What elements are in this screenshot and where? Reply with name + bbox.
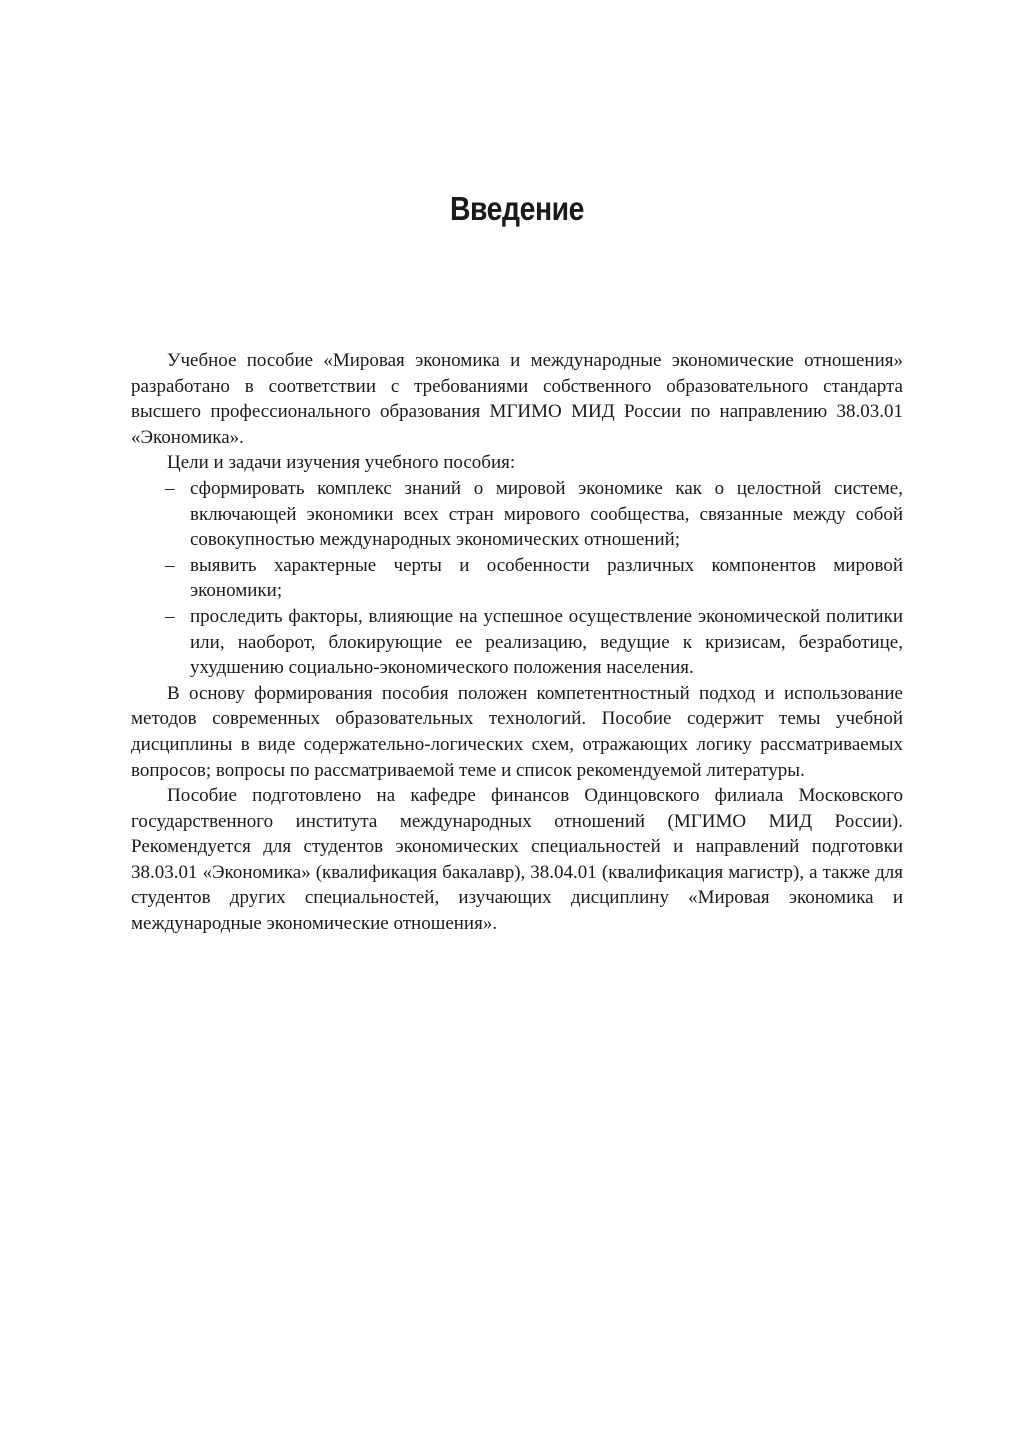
list-dash: – [165, 477, 175, 499]
paragraph-goals-intro: Цели и задачи изучения учебного пособия: [167, 452, 516, 474]
list-item-text: выявить характерные черты и особенности различных компонентов мировой экономики; [190, 554, 903, 602]
list-item-text: сформировать комплекс знаний о мировой экономике как о целостной системе, включающей экономики всех стран мирового сообщества, связанные между собой совокупностью международных экономических отношений; [190, 477, 903, 551]
list-item-text: проследить факторы, влияющие на успешное осуществление экономической политики или, наоборот, блокирующие ее реализацию, ведущие к кризисам, безработице, ухудшению социально-экономического положения населения. [190, 605, 903, 679]
list-item [165, 476, 903, 553]
paragraph-approach: В основу формирования пособия положен компетентностный подход и использование методов современных образовательных технологий. Пособие содержит темы учебной дисциплины в виде содержательно-логических схем, отражающих логику рассматриваемых вопросов; вопросы по рассматриваемой теме и список рекомендуемой литературы. [131, 682, 903, 781]
goals-list [131, 476, 903, 681]
page-title: Введение [449, 190, 585, 227]
list-dash: – [165, 605, 175, 627]
introduction-body [131, 348, 903, 937]
list-item [165, 553, 903, 604]
paragraph-audience: Пособие подготовлено на кафедре финансов Одинцовского филиала Московского государственного института международных отношений (МГИМО МИД России). Рекомендуется для студентов экономических специальностей и направлений подготовки 38.03.01 «Экономика» (квалификация бакалавр), 38.04.01 (квалификация магистр), а также для студентов других специальностей, изучающих дисциплину «Мировая экономика и международные экономические отношения». [131, 785, 903, 935]
list-item [165, 604, 903, 681]
list-dash: – [165, 554, 175, 576]
paragraph-purpose: Учебное пособие «Мировая экономика и международные экономические отношения» разработано в соответствии с требованиями собственного образовательного стандарта высшего профессионального образования МГИМО МИД России по направлению 38.03.01 «Экономика». [131, 350, 903, 448]
